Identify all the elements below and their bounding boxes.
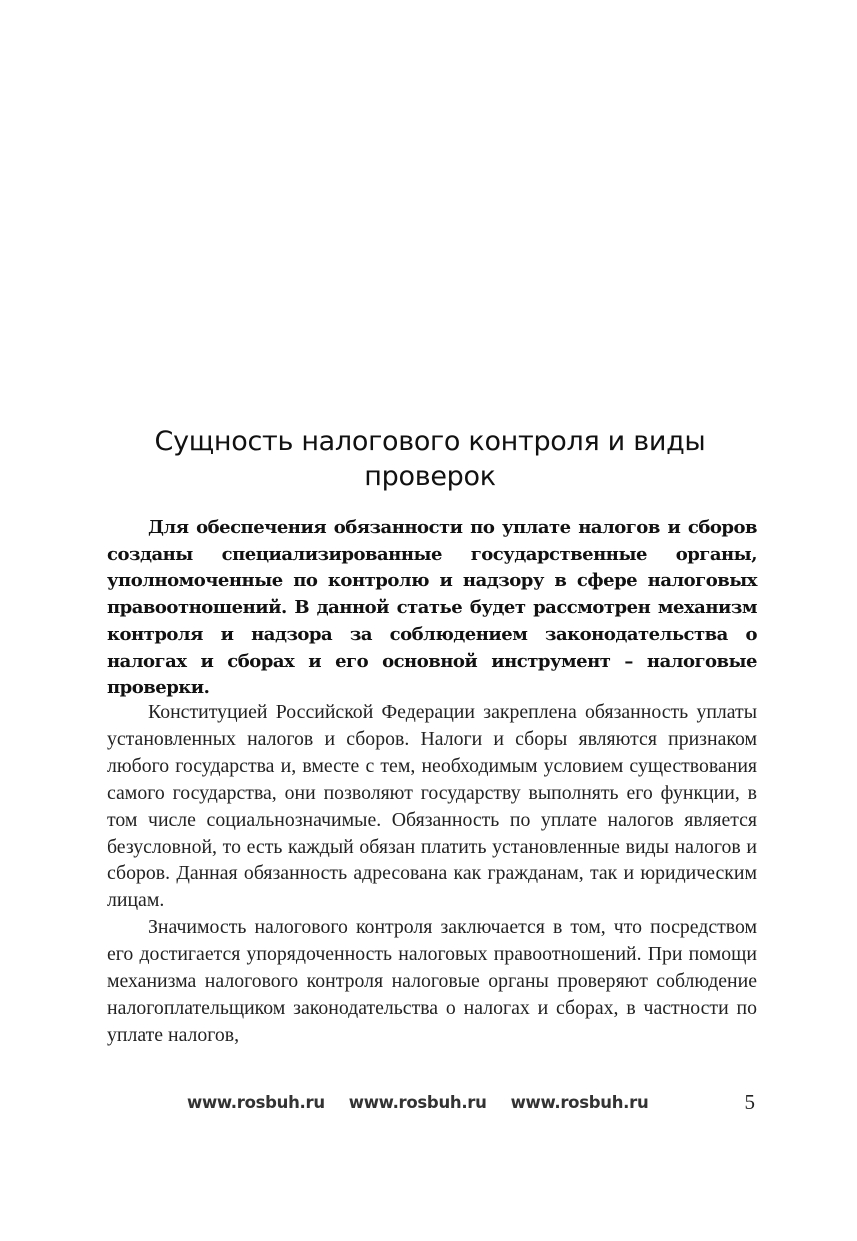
article-title-line2: проверок <box>364 461 496 492</box>
article-title <box>100 424 760 494</box>
footer-link: www.rosbuh.ru <box>348 1093 487 1112</box>
footer-link: www.rosbuh.ru <box>187 1093 325 1112</box>
body-paragraph: Значимость налогового контроля заключается в том, что посредством его достигается упорядоченность налоговых правоотношений. При помощи механизма налогового контроля налоговые органы проверяют соблюдение налогоплательщиком законодательства о налогах и сборах, в частности по уплате налогов, <box>107 916 757 1046</box>
lead-paragraph: Для обеспечения обязанности по уплате налогов и сборов созданы специализированные государственные органы, уполномоченные по контролю и надзору в сфере налоговых правоотношений. В данной статье будет рассмотрен механизм контроля и надзора за соблюдением законодательства о налогах и сборах и его основной инструмент – налоговые проверки. <box>107 517 757 699</box>
page-number: 5 <box>744 1090 755 1114</box>
footer-link: www.rosbuh.ru <box>510 1093 649 1112</box>
body-paragraph: Конституцией Российской Федерации закреплена обязанность уплаты установленных налогов и сборов. Налоги и сборы являются признаком любого государства и, вместе с тем, необходимым условием существования самого государства, они позволяют государству выполнять его функции, в том числе социальнозначимые. Обязанность по уплате налогов является безусловной, то есть каждый обязан платить установленные виды налогов и сборов. Данная обязанность адресована как гражданам, так и юридическим лицам. <box>107 701 757 912</box>
article-title-line1: Сущность налогового контроля и виды <box>154 426 706 457</box>
article-body <box>107 699 757 1049</box>
footer-links <box>187 1093 672 1112</box>
page-footer <box>107 1090 757 1119</box>
